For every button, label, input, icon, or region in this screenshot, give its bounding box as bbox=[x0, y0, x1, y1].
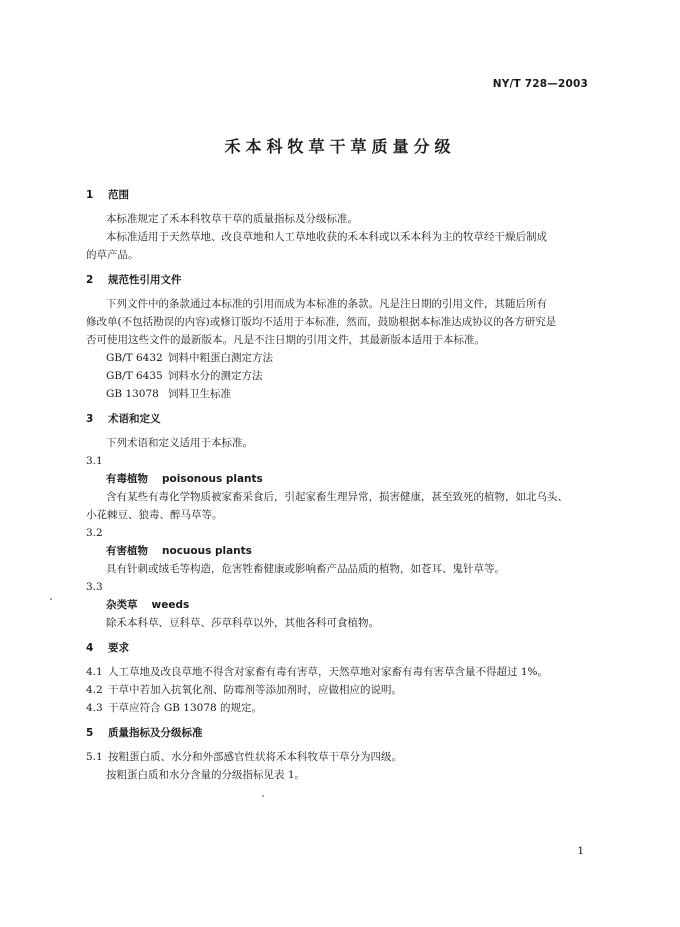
requirement-item bbox=[86, 683, 596, 697]
term-chinese: 杂类草 bbox=[106, 599, 138, 611]
section-title: 术语和定义 bbox=[108, 413, 161, 425]
section-title: 规范性引用文件 bbox=[108, 274, 182, 286]
section-5-heading bbox=[86, 726, 596, 740]
reference-name: 饲料中粗蛋白测定方法 bbox=[168, 352, 273, 364]
section-number: 2 bbox=[86, 274, 94, 286]
term-number: 3.1 bbox=[86, 455, 103, 467]
term-english: poisonous plants bbox=[162, 473, 263, 485]
term-number: 3.3 bbox=[86, 581, 103, 593]
document-title: 禾本科牧草干草质量分级 bbox=[224, 137, 456, 156]
scan-speck bbox=[50, 598, 52, 600]
term-heading bbox=[106, 472, 596, 486]
term-definition-continuation: 小花棘豆、狼毒、醉马草等。 bbox=[86, 509, 223, 521]
section-4-heading bbox=[86, 641, 596, 655]
term-english: nocuous plants bbox=[162, 545, 252, 557]
standard-code: NY/T 728—2003 bbox=[492, 78, 588, 90]
section-title: 质量指标及分级标准 bbox=[108, 727, 203, 739]
item-number: 5.1 bbox=[86, 751, 103, 763]
section-number: 1 bbox=[86, 189, 94, 201]
reference-name: 饲料水分的测定方法 bbox=[168, 370, 263, 382]
reference-item bbox=[106, 351, 596, 365]
section-title: 范围 bbox=[108, 189, 129, 201]
section-1-heading bbox=[86, 188, 596, 202]
term-number: 3.2 bbox=[86, 527, 103, 539]
item-number: 4.1 bbox=[86, 666, 103, 678]
paragraph: 按粗蛋白质和水分含量的分级指标见表 1。 bbox=[106, 769, 306, 781]
section-title: 要求 bbox=[108, 642, 129, 654]
scan-speck bbox=[262, 795, 264, 797]
clause-item bbox=[86, 750, 596, 764]
paragraph-continuation: 修改单(不包括勘误的内容)或修订版均不适用于本标准，然而，鼓励根据本标准达成协议的各方研究是 bbox=[86, 316, 557, 328]
term-definition: 具有针刺或绒毛等构造，危害牲畜健康或影响畜产品品质的植物，如苍耳、鬼针草等。 bbox=[106, 563, 505, 575]
paragraph: 本标准适用于天然草地、改良草地和人工草地收获的禾本科或以禾本科为主的牧草经干燥后制成 bbox=[106, 231, 547, 243]
term-chinese: 有害植物 bbox=[106, 545, 148, 557]
term-chinese: 有毒植物 bbox=[106, 473, 148, 485]
paragraph-continuation: 的草产品。 bbox=[86, 249, 139, 261]
term-definition: 除禾本科草、豆科草、莎草科草以外，其他各科可食植物。 bbox=[106, 617, 379, 629]
section-number: 4 bbox=[86, 642, 94, 654]
reference-code: GB 13078 bbox=[106, 388, 159, 400]
paragraph: 下列术语和定义适用于本标准。 bbox=[106, 437, 253, 449]
reference-code: GB/T 6432 bbox=[106, 352, 163, 364]
section-2-heading bbox=[86, 273, 596, 287]
reference-name: 饲料卫生标准 bbox=[168, 388, 231, 400]
term-heading bbox=[106, 598, 596, 612]
paragraph: 本标准规定了禾本科牧草干草的质量指标及分级标准。 bbox=[106, 213, 358, 225]
item-number: 4.3 bbox=[86, 702, 103, 714]
item-number: 4.2 bbox=[86, 684, 103, 696]
page-number: 1 bbox=[577, 845, 584, 857]
reference-code: GB/T 6435 bbox=[106, 370, 163, 382]
item-text: 按粗蛋白质、水分和外部感官性状将禾本科牧草干草分为四级。 bbox=[108, 751, 402, 763]
paragraph: 下列文件中的条款通过本标准的引用而成为本标准的条款。凡是注日期的引用文件，其随后所有 bbox=[106, 298, 547, 310]
section-3-heading bbox=[86, 412, 596, 426]
item-text: 干草应符合 GB 13078 的规定。 bbox=[108, 702, 263, 714]
reference-item bbox=[106, 369, 596, 383]
paragraph-continuation: 否可使用这些文件的最新版本。凡是不注日期的引用文件，其最新版本适用于本标准。 bbox=[86, 334, 485, 346]
term-heading bbox=[106, 544, 596, 558]
term-english: weeds bbox=[151, 599, 190, 611]
section-number: 5 bbox=[86, 727, 94, 739]
reference-item bbox=[106, 387, 596, 401]
item-text: 人工草地及改良草地不得含对家畜有毒有害草，天然草地对家畜有毒有害草含量不得超过 1%。 bbox=[108, 666, 548, 678]
requirement-item bbox=[86, 665, 596, 679]
requirement-item bbox=[86, 701, 596, 715]
term-definition: 含有某些有毒化学物质被家畜采食后，引起家畜生理异常，损害健康，甚至致死的植物，如北乌头、 bbox=[106, 491, 568, 503]
section-number: 3 bbox=[86, 413, 94, 425]
item-text: 干草中若加入抗氧化剂、防霉剂等添加剂时，应做相应的说明。 bbox=[108, 684, 402, 696]
